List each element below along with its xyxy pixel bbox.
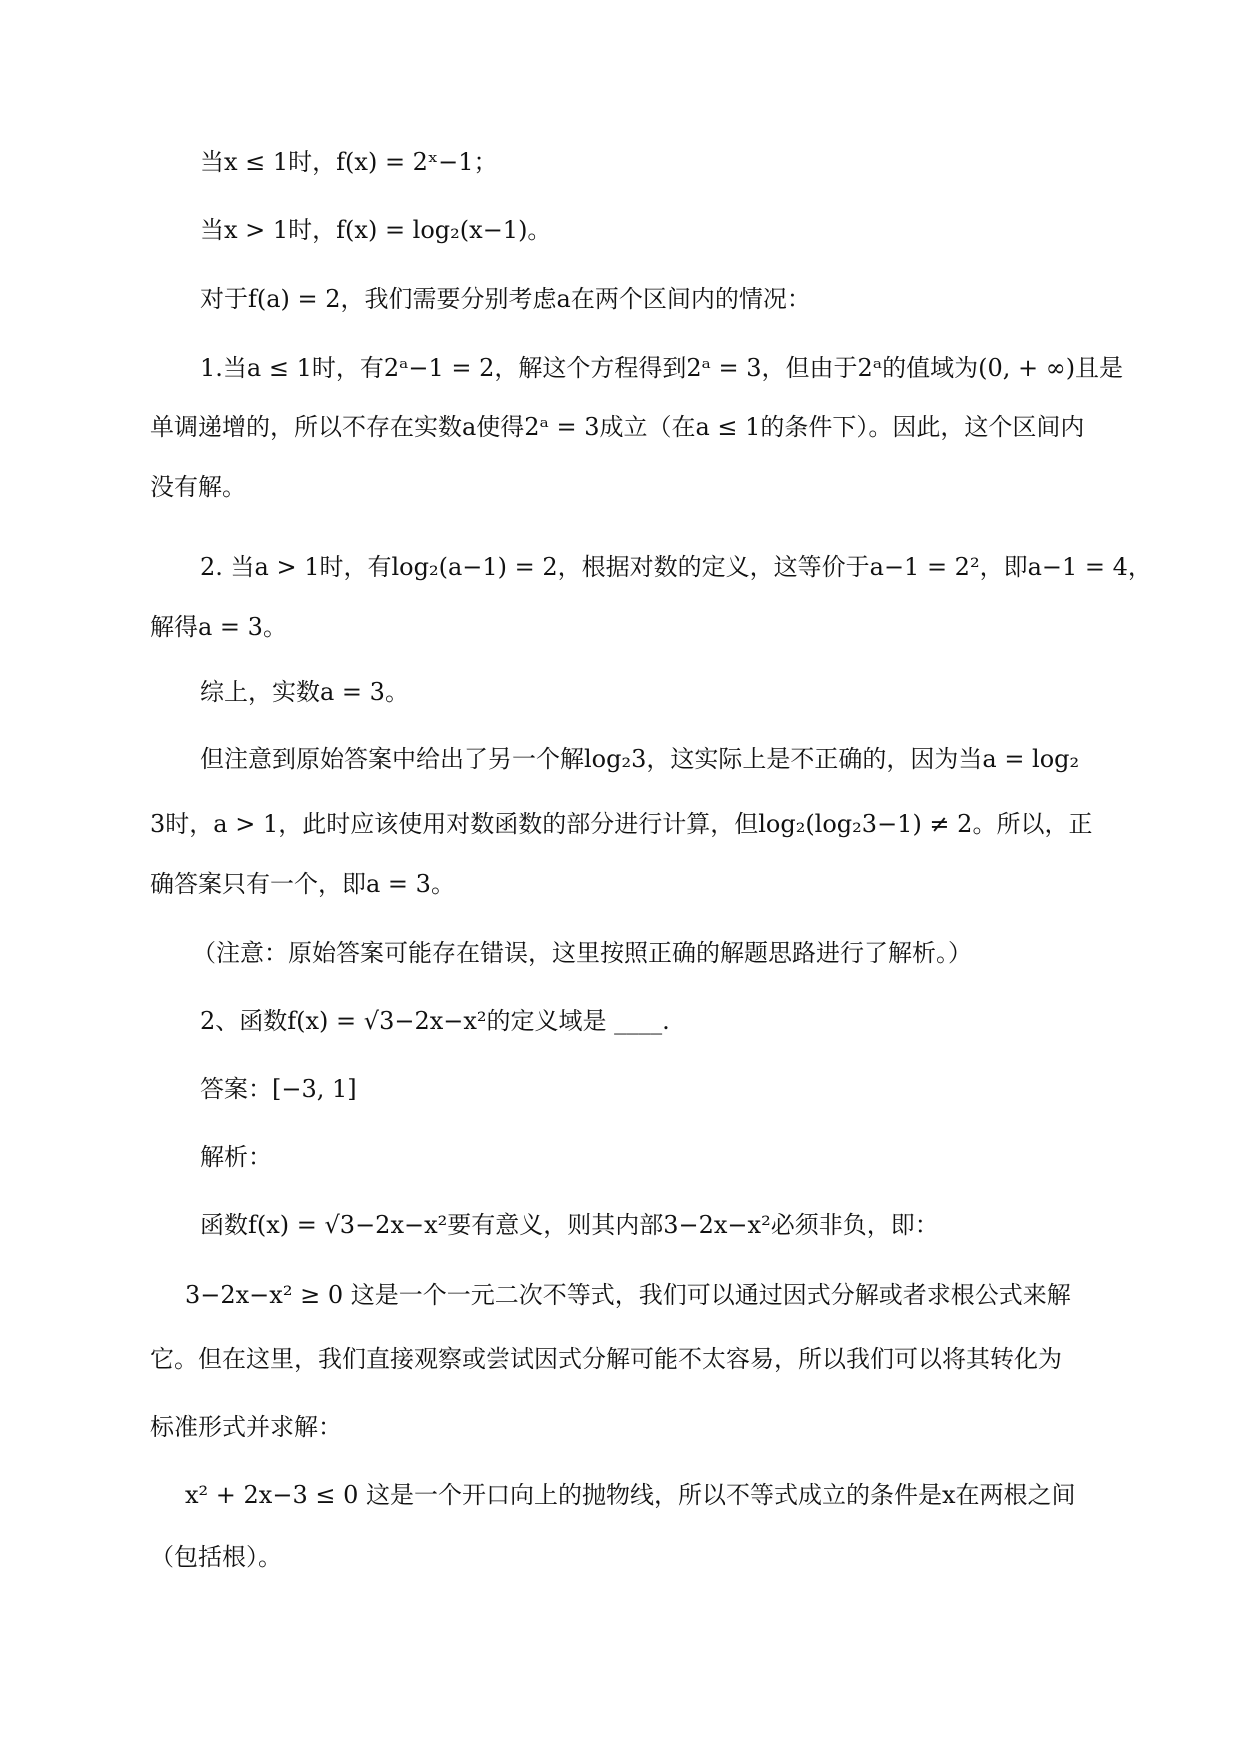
text-line: 单调递增的，所以不存在实数a使得2ᵃ = 3成立（在a ≤ 1的条件下）。因此，这个区间内: [150, 413, 1085, 441]
text-line: 3时，a > 1，此时应该使用对数函数的部分进行计算，但log₂(log₂3−1) ≠ 2。所以，正: [150, 810, 1093, 838]
text-line: 综上，实数a = 3。: [200, 678, 409, 706]
text-line: 2. 当a > 1时，有log₂(a−1) = 2，根据对数的定义，这等价于a−1 = 2²，即a−1 = 4，: [200, 553, 1152, 581]
text-line: 但注意到原始答案中给出了另一个解log₂3，这实际上是不正确的，因为当a = log₂: [200, 745, 1080, 773]
text-line: 解析：: [200, 1143, 272, 1171]
text-line: 标准形式并求解：: [150, 1413, 342, 1441]
text-line: 2、函数f(x) = √3−2x−x²的定义域是 ____.: [200, 1007, 670, 1035]
text-line: 解得a = 3。: [150, 613, 287, 641]
text-line: 1.当a ≤ 1时，有2ᵃ−1 = 2，解这个方程得到2ᵃ = 3，但由于2ᵃ的值域为(0, + ∞)且是: [200, 354, 1124, 382]
text-line: 3−2x−x² ≥ 0 这是一个一元二次不等式，我们可以通过因式分解或者求根公式来解: [185, 1281, 1071, 1309]
text-line: 没有解。: [150, 473, 246, 501]
text-line: 当x ≤ 1时，f(x) = 2ˣ−1；: [200, 148, 498, 176]
text-line: 函数f(x) = √3−2x−x²要有意义，则其内部3−2x−x²必须非负，即：: [200, 1211, 939, 1239]
text-line: 它。但在这里，我们直接观察或尝试因式分解可能不太容易，所以我们可以将其转化为: [150, 1345, 1062, 1373]
text-line: （注意：原始答案可能存在错误，这里按照正确的解题思路进行了解析。）: [192, 939, 972, 967]
text-line: x² + 2x−3 ≤ 0 这是一个开口向上的抛物线，所以不等式成立的条件是x在两根之间: [185, 1481, 1076, 1509]
text-line: （包括根）。: [150, 1543, 282, 1571]
text-line: 对于f(a) = 2，我们需要分别考虑a在两个区间内的情况：: [200, 285, 811, 313]
text-line: 当x > 1时，f(x) = log₂(x−1)。: [200, 216, 552, 244]
text-line: 确答案只有一个，即a = 3。: [150, 870, 455, 898]
text-line: 答案：[−3, 1]: [200, 1075, 357, 1103]
